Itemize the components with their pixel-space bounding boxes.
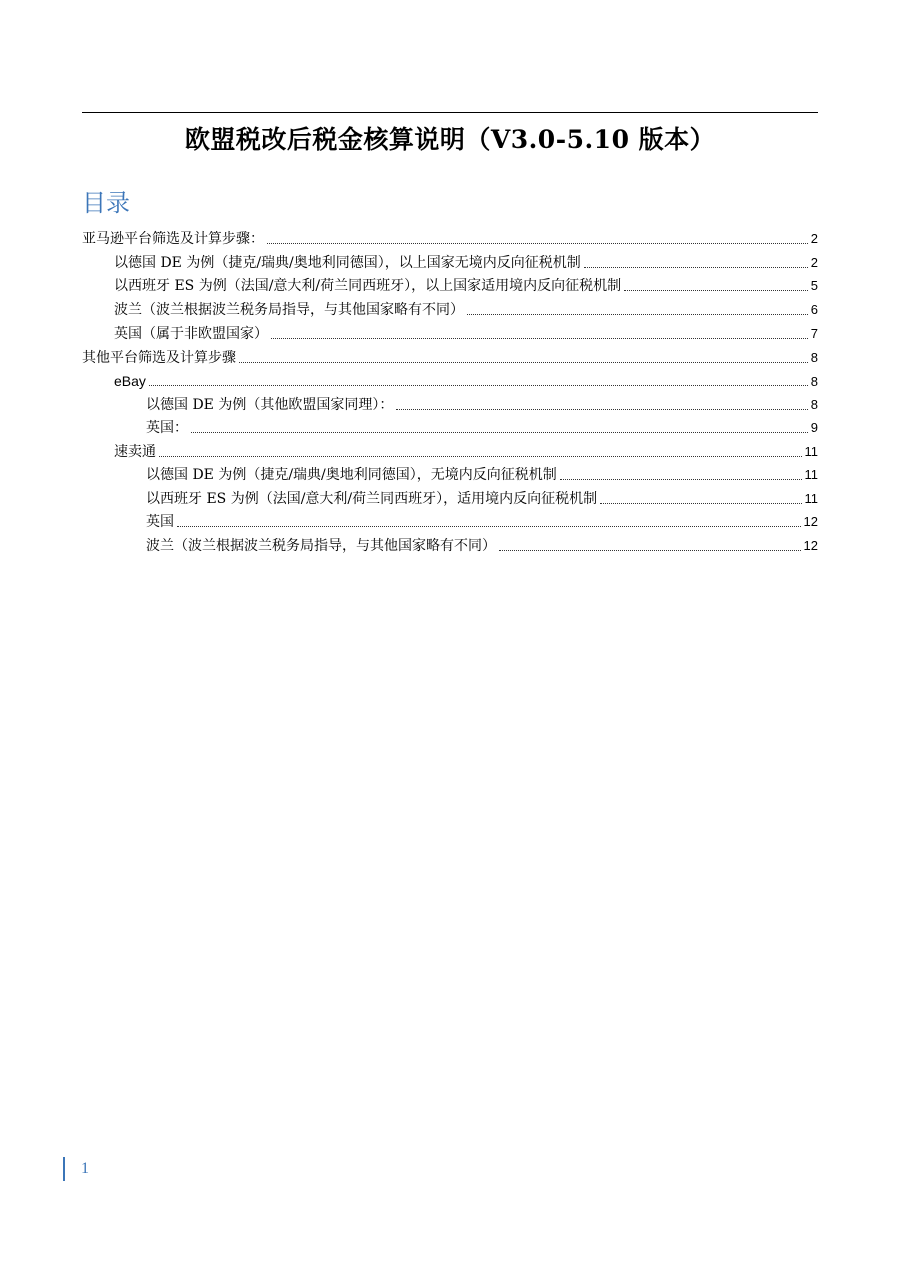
toc-entry-text: eBay (114, 373, 146, 389)
toc-dot-leader (467, 313, 808, 315)
toc-page-number: 8 (810, 350, 818, 365)
toc-entry-text: 以西班牙 ES 为例（法国/意大利/荷兰同西班牙），适用境内反向征税机制 (146, 491, 598, 507)
document-title: 欧盟税改后税金核算说明（V3.0-5.10 版本） (184, 125, 716, 154)
title-top-rule (82, 112, 818, 113)
toc-entry-text: 波兰（波兰根据波兰税务局指导，与其他国家略有不同） (114, 302, 464, 318)
toc-page-number: 8 (810, 397, 818, 412)
toc-page-number: 12 (803, 538, 818, 553)
toc-page-number: 5 (810, 278, 818, 293)
toc-entry-text: 英国 (146, 514, 174, 530)
toc-entry-amazon-uk[interactable] (114, 322, 818, 346)
toc-dot-leader (499, 549, 801, 551)
toc-dot-leader (191, 431, 808, 433)
toc-entry-text: 波兰（波兰根据波兰税务局指导，与其他国家略有不同） (146, 538, 496, 554)
toc-entry-text: 英国（属于非欧盟国家） (114, 326, 268, 342)
toc-dot-leader (267, 242, 808, 244)
toc-page-number: 9 (810, 420, 818, 435)
toc-dot-leader (396, 408, 807, 410)
toc-page-number: 2 (810, 231, 818, 246)
toc-page-number: 7 (810, 326, 818, 341)
toc-dot-leader (271, 337, 808, 339)
toc-entry-amazon-germany[interactable] (114, 251, 818, 275)
footer-accent-bar (63, 1157, 65, 1181)
toc-entry-ebay-germany[interactable] (146, 393, 818, 417)
toc-entry-amazon-steps[interactable] (82, 227, 818, 251)
toc-page-number: 8 (810, 374, 818, 389)
toc-entry-other-platforms[interactable] (82, 346, 818, 370)
toc-dot-leader (560, 478, 802, 480)
toc-dot-leader (159, 455, 802, 457)
toc-heading: 目录 (82, 189, 130, 217)
toc-entry-ebay-uk[interactable] (146, 416, 818, 440)
toc-dot-leader (177, 525, 801, 527)
toc-entry-aliexpress-poland[interactable] (146, 534, 818, 558)
toc-page-number: 6 (810, 302, 818, 317)
toc-entry-text: 速卖通 (114, 444, 156, 460)
toc-entry-amazon-poland[interactable] (114, 298, 818, 322)
toc-entry-aliexpress-spain[interactable] (146, 487, 818, 511)
toc-entry-text: 亚马逊平台筛选及计算步骤： (82, 231, 264, 247)
toc-entry-text: 英国： (146, 420, 188, 436)
toc-entry-aliexpress[interactable] (114, 440, 818, 464)
toc-entry-text: 其他平台筛选及计算步骤 (82, 350, 236, 366)
toc-dot-leader (600, 502, 801, 504)
toc-entry-text: 以德国 DE 为例（其他欧盟国家同理）： (146, 397, 394, 413)
toc-entry-amazon-spain[interactable] (114, 274, 818, 298)
toc-entry-text: 以德国 DE 为例（捷克/瑞典/奥地利同德国），以上国家无境内反向征税机制 (114, 255, 581, 271)
toc-entry-aliexpress-germany[interactable] (146, 463, 818, 487)
toc-entry-ebay[interactable] (114, 369, 818, 393)
toc-page-number: 2 (810, 255, 818, 270)
toc-dot-leader (239, 361, 808, 363)
toc-page-number: 11 (804, 444, 818, 459)
toc-page-number: 12 (803, 514, 818, 529)
toc-dot-leader (624, 289, 808, 291)
toc-dot-leader (584, 266, 808, 268)
toc-entry-text: 以西班牙 ES 为例（法国/意大利/荷兰同西班牙），以上国家适用境内反向征税机制 (114, 278, 622, 294)
toc-entry-aliexpress-uk[interactable] (146, 510, 818, 534)
toc-page-number: 11 (804, 491, 818, 506)
toc-entry-text: 以德国 DE 为例（捷克/瑞典/奥地利同德国），无境内反向征税机制 (146, 467, 557, 483)
toc-dot-leader (149, 384, 808, 386)
footer-page-number: 1 (81, 1160, 89, 1177)
toc-page-number: 11 (804, 467, 818, 482)
